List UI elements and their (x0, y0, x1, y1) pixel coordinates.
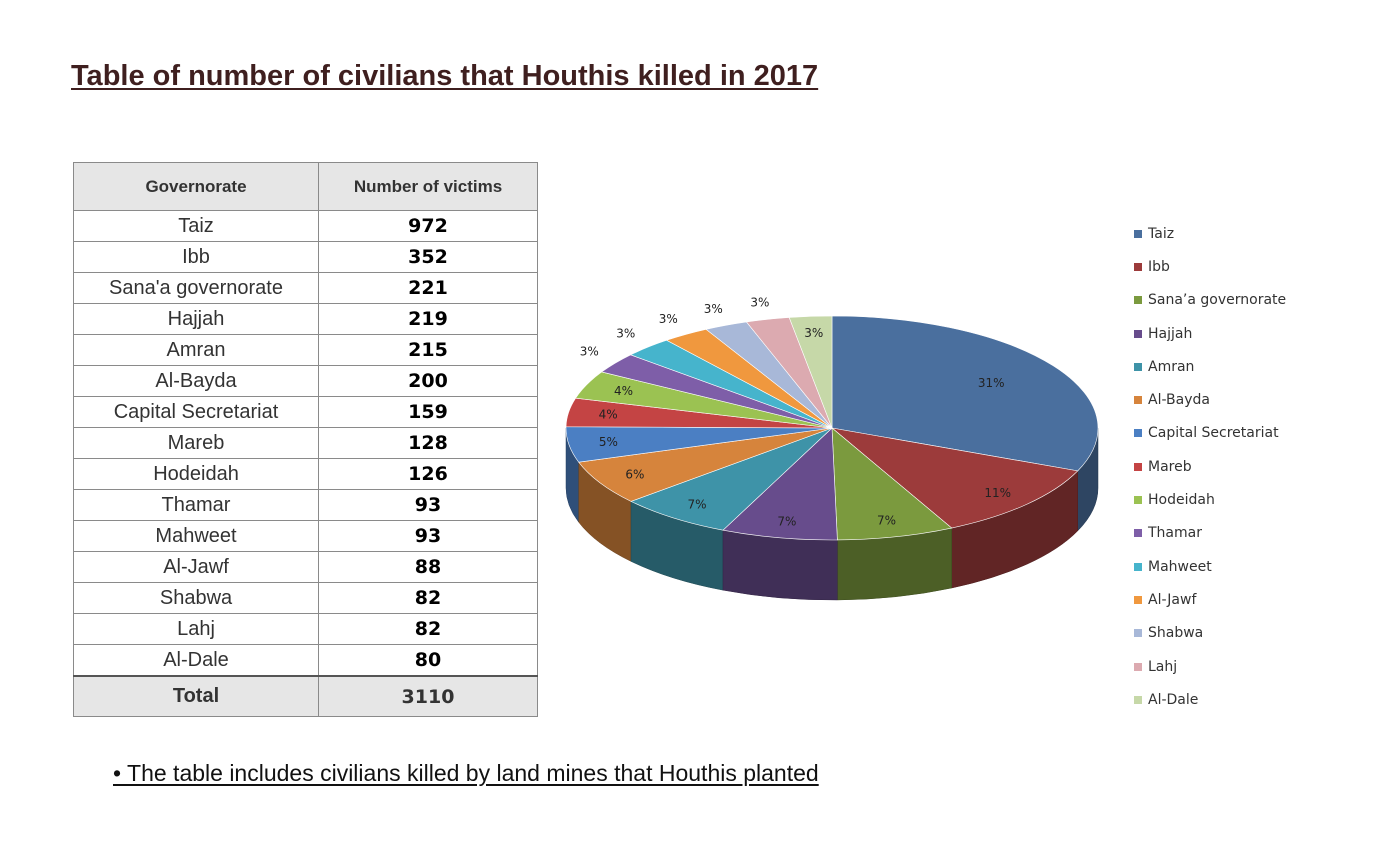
victims-cell: 93 (319, 490, 538, 521)
table-row (74, 490, 538, 521)
table-row (74, 645, 538, 677)
pie-data-label: 7% (687, 497, 707, 512)
victims-cell: 215 (319, 335, 538, 366)
total-row (74, 676, 538, 717)
victims-cell: 88 (319, 552, 538, 583)
governorate-cell: Mahweet (74, 521, 319, 552)
legend-swatch (1134, 429, 1142, 437)
legend-label: Al-Bayda (1148, 392, 1210, 409)
governorate-cell: Lahj (74, 614, 319, 645)
governorate-cell: Mareb (74, 428, 319, 459)
legend-item (1134, 450, 1286, 483)
victims-cell: 352 (319, 242, 538, 273)
pie-data-label: 6% (625, 467, 645, 482)
legend-label: Al-Dale (1148, 691, 1199, 708)
legend-item (1134, 350, 1286, 383)
table-row (74, 552, 538, 583)
governorate-cell: Sana'a governorate (74, 273, 319, 304)
pie-data-label: 3% (703, 301, 723, 316)
column-header-governorate: Governorate (74, 163, 319, 211)
victims-cell: 219 (319, 304, 538, 335)
table-body (74, 211, 538, 677)
legend-item (1134, 650, 1286, 683)
legend-label: Lahj (1148, 658, 1178, 675)
legend-item (1134, 417, 1286, 450)
chart-legend (1134, 217, 1286, 716)
table-row (74, 397, 538, 428)
table-row (74, 242, 538, 273)
legend-swatch (1134, 463, 1142, 471)
legend-swatch (1134, 263, 1142, 271)
legend-item (1134, 383, 1286, 416)
legend-item (1134, 284, 1286, 317)
legend-label: Amran (1148, 358, 1195, 375)
pie-slice-side (723, 530, 837, 600)
legend-label: Taiz (1148, 225, 1175, 242)
victims-cell: 80 (319, 645, 538, 677)
legend-swatch (1134, 363, 1142, 371)
legend-label: Mahweet (1148, 558, 1212, 575)
legend-swatch (1134, 230, 1142, 238)
governorate-cell: Al-Bayda (74, 366, 319, 397)
legend-item (1134, 583, 1286, 616)
table-header-row (74, 163, 538, 211)
governorate-cell: Al-Jawf (74, 552, 319, 583)
pie-data-label: 3% (658, 312, 678, 327)
column-header-victims: Number of victims (319, 163, 538, 211)
legend-swatch (1134, 596, 1142, 604)
pie-data-label: 3% (804, 326, 824, 341)
governorate-cell: Shabwa (74, 583, 319, 614)
page-title: Table of number of civilians that Houthis killed in 2017 (71, 60, 819, 92)
table-row (74, 428, 538, 459)
legend-item (1134, 617, 1286, 650)
table-row (74, 335, 538, 366)
governorate-cell: Amran (74, 335, 319, 366)
legend-swatch (1134, 696, 1142, 704)
legend-item (1134, 317, 1286, 350)
victims-cell: 200 (319, 366, 538, 397)
table-row (74, 273, 538, 304)
legend-swatch (1134, 296, 1142, 304)
pie-data-label: 4% (613, 384, 634, 399)
legend-label: Thamar (1148, 525, 1202, 542)
legend-swatch (1134, 330, 1142, 338)
legend-item (1134, 217, 1286, 250)
pie-data-label: 3% (616, 326, 636, 341)
pie-data-label: 31% (977, 376, 1005, 391)
legend-swatch (1134, 529, 1142, 537)
governorate-cell: Taiz (74, 211, 319, 242)
table-row (74, 459, 538, 490)
governorate-cell: Ibb (74, 242, 319, 273)
victims-cell: 972 (319, 211, 538, 242)
total-label: Total (74, 676, 319, 717)
table-row (74, 304, 538, 335)
legend-swatch (1134, 629, 1142, 637)
table-row (74, 366, 538, 397)
victims-cell: 126 (319, 459, 538, 490)
legend-label: Hajjah (1148, 325, 1193, 342)
total-value: 3110 (319, 676, 538, 717)
legend-swatch (1134, 496, 1142, 504)
legend-item (1134, 250, 1286, 283)
legend-label: Hodeidah (1148, 492, 1215, 509)
pie-data-label: 11% (984, 485, 1011, 500)
pie-data-label: 4% (598, 407, 618, 422)
pie-data-label: 5% (598, 435, 618, 450)
victims-table (73, 162, 538, 717)
victims-cell: 221 (319, 273, 538, 304)
legend-item (1134, 683, 1286, 716)
legend-swatch (1134, 396, 1142, 404)
governorate-cell: Hajjah (74, 304, 319, 335)
pie-data-label: 7% (876, 513, 897, 528)
victims-cell: 159 (319, 397, 538, 428)
table-row (74, 211, 538, 242)
legend-item (1134, 550, 1286, 583)
victims-cell: 82 (319, 583, 538, 614)
pie-data-label: 7% (777, 514, 797, 529)
victims-cell: 82 (319, 614, 538, 645)
legend-label: Sana’a governorate (1148, 292, 1287, 309)
table-row (74, 521, 538, 552)
legend-label: Shabwa (1148, 625, 1204, 642)
legend-item (1134, 517, 1286, 550)
legend-label: Capital Secretariat (1148, 425, 1279, 442)
pie-data-label: 3% (750, 295, 770, 310)
pie-data-label: 3% (579, 344, 599, 359)
footnote: • The table includes civilians killed by land mines that Houthis planted (113, 760, 819, 786)
pie-chart (540, 270, 1130, 650)
legend-label: Mareb (1148, 458, 1192, 475)
governorate-cell: Thamar (74, 490, 319, 521)
legend-swatch (1134, 563, 1142, 571)
governorate-cell: Hodeidah (74, 459, 319, 490)
governorate-cell: Capital Secretariat (74, 397, 319, 428)
governorate-cell: Al-Dale (74, 645, 319, 677)
table-row (74, 614, 538, 645)
legend-item (1134, 483, 1286, 516)
legend-swatch (1134, 663, 1142, 671)
victims-cell: 93 (319, 521, 538, 552)
victims-cell: 128 (319, 428, 538, 459)
legend-label: Ibb (1148, 258, 1170, 275)
legend-label: Al-Jawf (1148, 591, 1197, 608)
table-row (74, 583, 538, 614)
